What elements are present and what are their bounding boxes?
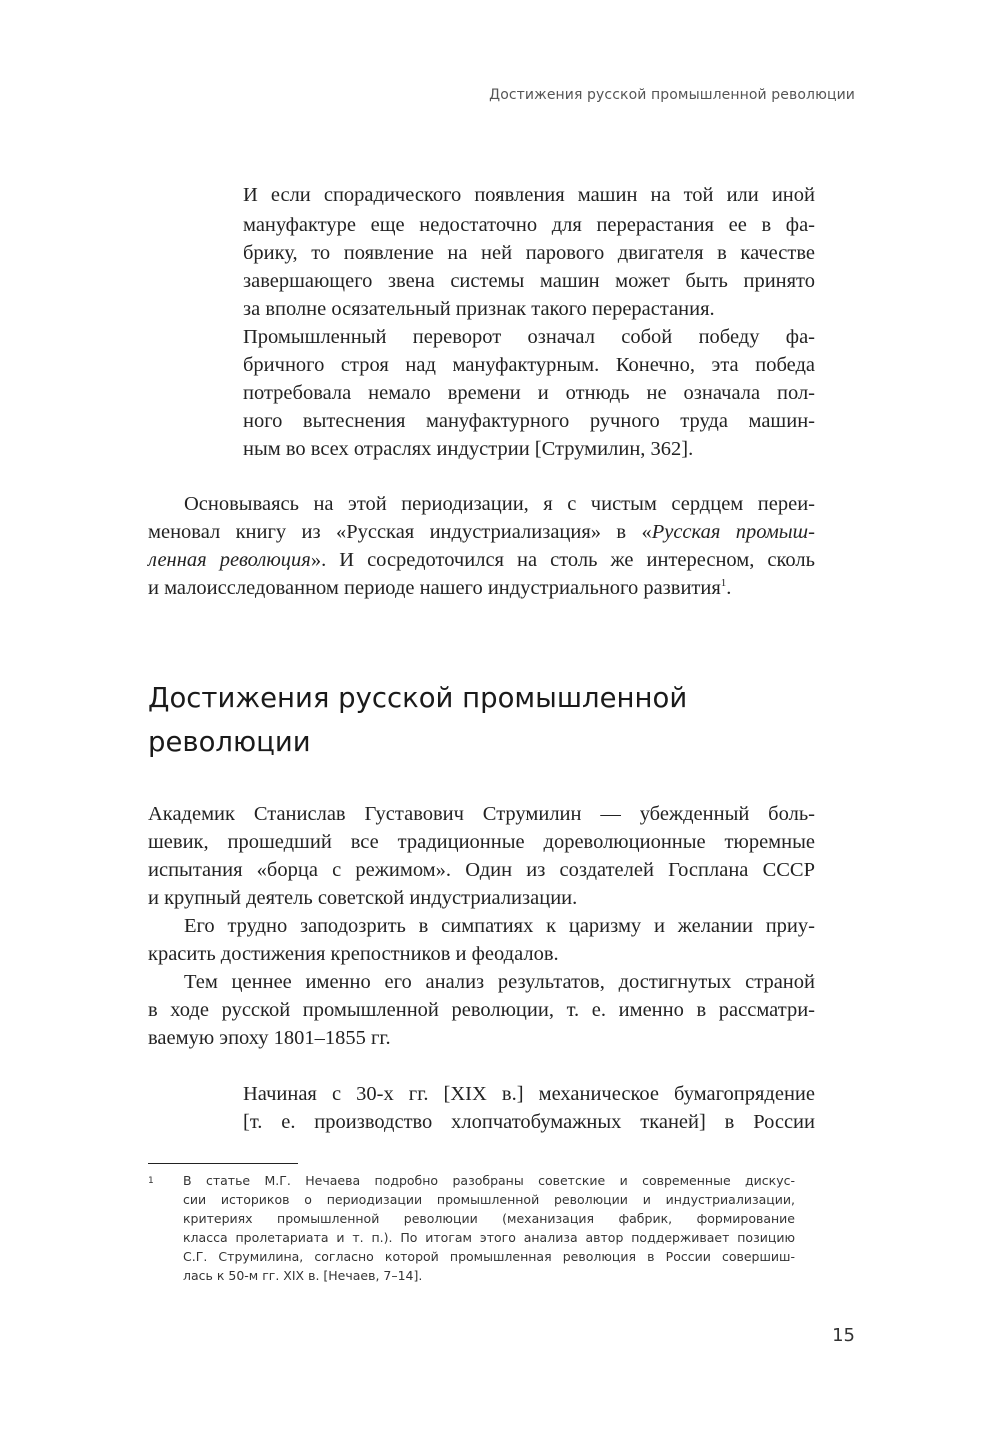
- quote1-line: ного вытеснения мануфактурного ручного труда машин-: [243, 410, 815, 432]
- para1-italic-title: ленная революция: [148, 549, 311, 571]
- heading-line: революции: [148, 726, 311, 758]
- footnote-line: критериях промышленной революции (механизация фабрик, формирование: [183, 1211, 795, 1226]
- para2-line: и крупный деятель советской индустриализации.: [148, 887, 578, 909]
- para1-italic-title: Русская промыш-: [651, 521, 815, 543]
- para1-line: [148, 549, 815, 572]
- para2-line: Академик Станислав Густавович Струмилин — убежденный боль-: [148, 803, 815, 825]
- para2-line: испытания «борца с режимом». Один из создателей Госплана СССР: [148, 859, 815, 881]
- para2-line: шевик, прошедший все традиционные дореволюционные тюремные: [148, 831, 815, 853]
- footnote-line: В статье М.Г. Нечаева подробно разобраны советские и современные дискус-: [183, 1173, 795, 1188]
- para1-line: [148, 577, 815, 600]
- footnote-line: класса пролетариата и т. п.). По итогам этого анализа автор поддерживает позицию: [183, 1230, 795, 1245]
- quote1-line: завершающего звена системы машин может быть принято: [243, 270, 815, 292]
- footnote-divider: [148, 1163, 298, 1164]
- running-header: Достижения русской промышленной революции: [489, 87, 855, 103]
- page-number: 15: [832, 1325, 855, 1346]
- quote2-line: Начиная с 30-х гг. [XIX в.] механическое бумагопрядение: [243, 1083, 815, 1105]
- quote1-line: И если спорадического появления машин на той или иной: [243, 184, 815, 206]
- footnote-line: сии историков о периодизации промышленной революции и индустриализации,: [183, 1192, 795, 1207]
- footnote-line: лась к 50-м гг. XIX в. [Нечаев, 7–14].: [183, 1268, 423, 1283]
- quote1-line: за вполне осязательный признак такого перерастания.: [243, 298, 715, 320]
- para4-line: в ходе русской промышленной революции, т. е. именно в рассматри-: [148, 999, 815, 1021]
- para1-line: Основываясь на этой периодизации, я с чистым сердцем переи-: [184, 493, 815, 515]
- footnote-reference[interactable]: 1: [720, 577, 727, 590]
- para1-line: [148, 521, 815, 544]
- footnote-line: С.Г. Струмилина, согласно которой промышленная революция в России совершиш-: [183, 1249, 795, 1264]
- footnote-marker: 1: [148, 1176, 154, 1186]
- para1-text: .: [726, 577, 732, 599]
- quote1-line: мануфактуре еще недостаточно для перерастания ее в фа-: [243, 214, 815, 236]
- para3-line: красить достижения крепостников и феодалов.: [148, 943, 559, 965]
- para4-line: ваемую эпоху 1801–1855 гг.: [148, 1027, 391, 1049]
- quote2-line: [т. е. производство хлопчатобумажных тканей] в России: [243, 1111, 815, 1133]
- para1-text: ». И сосредоточился на столь же интересном, сколь: [310, 549, 815, 571]
- quote1-line: бричного строя над мануфактурным. Конечно, эта победа: [243, 354, 815, 376]
- quote1-line: Промышленный переворот означал собой победу фа-: [243, 326, 815, 348]
- quote1-line: потребовала немало времени и отнюдь не означала пол-: [243, 382, 815, 404]
- para4-line: Тем ценнее именно его анализ результатов, достигнутых страной: [184, 971, 815, 993]
- quote1-line: ным во всех отраслях индустрии [Струмилин, 362].: [243, 438, 694, 460]
- para3-line: Его трудно заподозрить в симпатиях к царизму и желании приу-: [184, 915, 815, 937]
- heading-line: Достижения русской промышленной: [148, 682, 688, 714]
- quote1-line: брику, то появление на ней парового двигателя в качестве: [243, 242, 815, 264]
- para1-text: и малоисследованном периоде нашего индустриального развития: [148, 577, 721, 599]
- para1-text: меновал книгу из «Русская индустриализация» в «: [148, 521, 652, 543]
